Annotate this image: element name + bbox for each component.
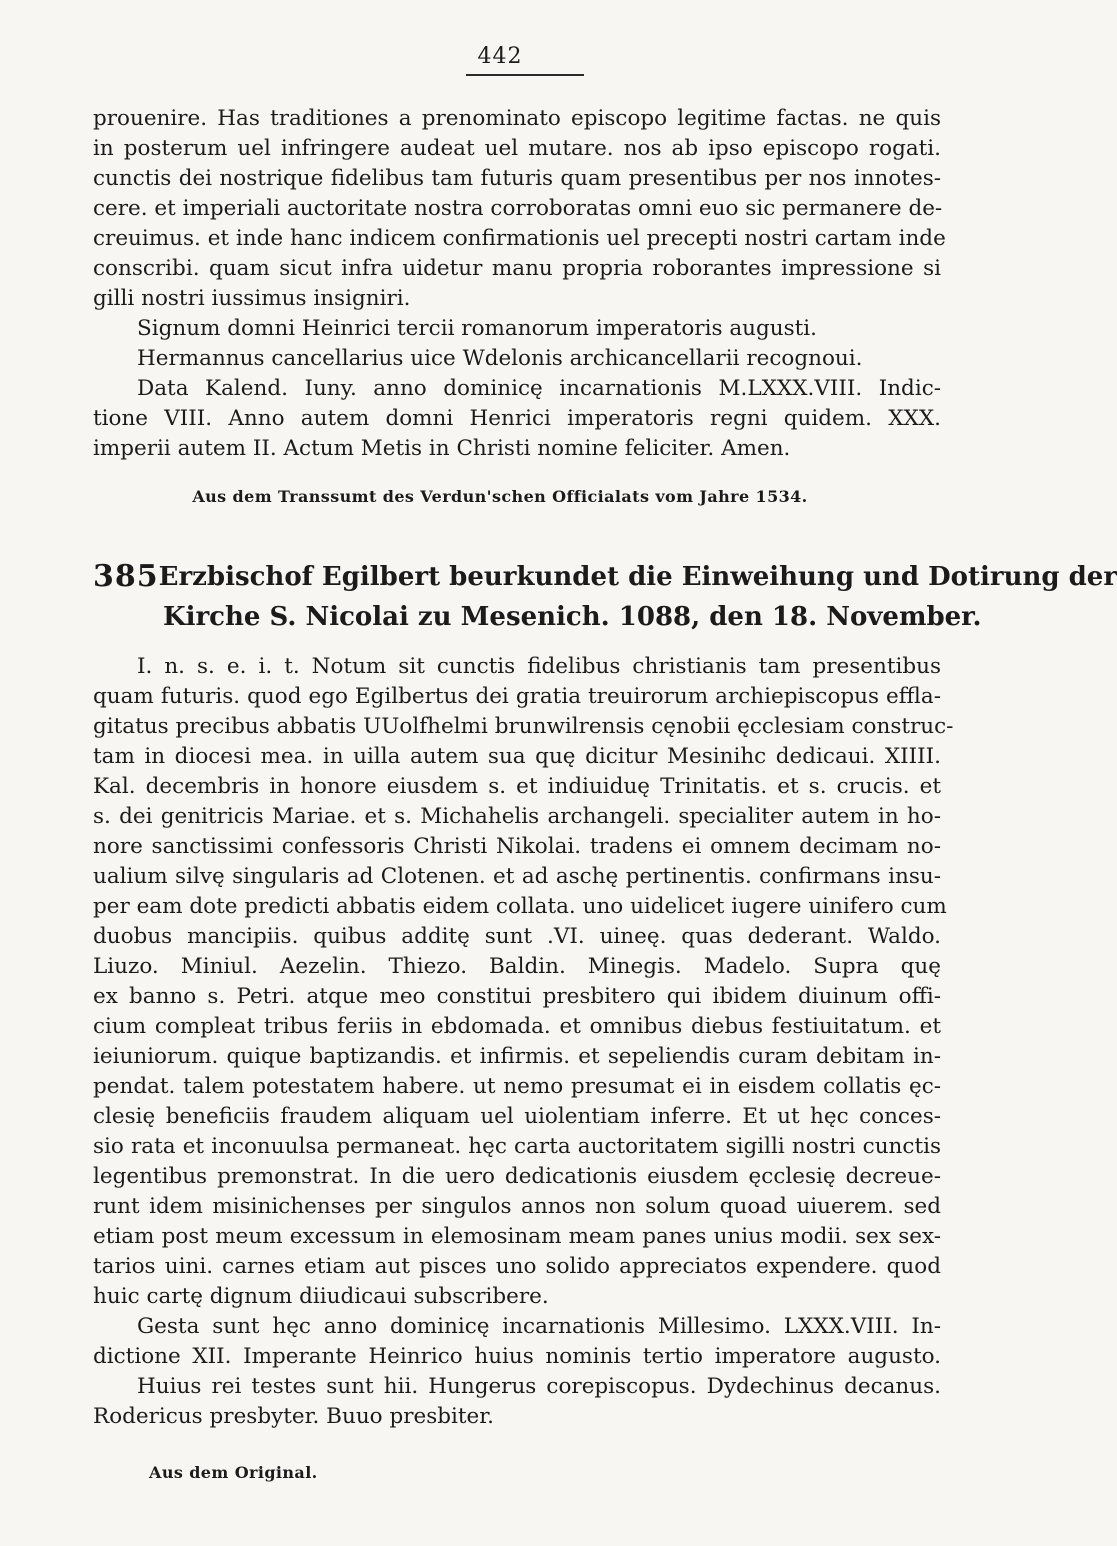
text-line: ualium silvę singularis ad Clotenen. et ad aschę pertinentis. confirmans insu- bbox=[93, 864, 941, 889]
text-line: conscribi. quam sicut infra uidetur manu propria roborantes impressione si bbox=[93, 256, 941, 281]
witness-line: Rodericus presbyter. Buuo presbiter. bbox=[93, 1404, 495, 1429]
heading-line-2: Kirche S. Nicolai zu Mesenich. 1088, den 18. November. bbox=[163, 602, 982, 632]
signum-line: Signum domni Heinrici tercii romanorum imperatoris augusti. bbox=[137, 316, 817, 341]
text-line: pendat. talem potestatem habere. ut nemo presumat ei in eisdem collatis ęc- bbox=[93, 1074, 941, 1099]
text-line: Liuzo. Miniul. Aezelin. Thiezo. Baldin. Minegis. Madelo. Supra quę bbox=[93, 954, 941, 979]
text-line: legentibus premonstrat. In die uero dedicationis eiusdem ęcclesię decreue- bbox=[93, 1164, 941, 1189]
text-line: cere. et imperiali auctoritate nostra corroboratas omni euo sic permanere de- bbox=[93, 196, 943, 221]
text-line: duobus mancipiis. quibus additę sunt .VI. uineę. quas dederant. Waldo. bbox=[93, 924, 941, 949]
text-line: Kal. decembris in honore eiusdem s. et indiuiduę Trinitatis. et s. crucis. et bbox=[93, 774, 941, 799]
text-line: dictione XII. Imperante Heinrico huius nominis tertio imperatore augusto. bbox=[93, 1344, 941, 1369]
text-line: huic cartę dignum diiudicaui subscribere. bbox=[93, 1284, 549, 1309]
text-line: in posterum uel infringere audeat uel mutare. nos ab ipso episcopo rogati. bbox=[93, 136, 941, 161]
charter-number: 385 bbox=[93, 559, 159, 594]
charter-385-text bbox=[93, 652, 954, 1432]
charter-384-closing-text bbox=[93, 104, 946, 464]
text-line: cunctis dei nostrique fidelibus tam futuris quam presentibus per nos innotes- bbox=[93, 166, 941, 191]
dating-line: tione VIII. Anno autem domni Henrici imperatoris regni quidem. XXX. bbox=[93, 406, 941, 431]
text-line: clesię beneficiis fraudem aliquam uel uiolentiam inferre. Et ut hęc conces- bbox=[93, 1104, 941, 1129]
page-number: 442 bbox=[477, 44, 523, 69]
text-line: sio rata et inconuulsa permaneat. hęc carta auctoritatem sigilli nostri cunctis bbox=[93, 1134, 941, 1159]
text-line: runt idem misinichenses per singulos annos non solum quoad uiuerem. sed bbox=[93, 1194, 941, 1219]
page-number-rule bbox=[466, 74, 584, 76]
text-line: etiam post meum excessum in elemosinam meam panes unius modii. sex sex- bbox=[93, 1224, 941, 1249]
text-line: cium compleat tribus feriis in ebdomada. et omnibus diebus festiuitatum. et bbox=[93, 1014, 941, 1039]
text-line: tarios uini. carnes etiam aut pisces uno solido appreciatos expendere. quod bbox=[93, 1254, 941, 1279]
source-note: Aus dem Transsumt des Verdun'schen Officialats vom Jahre 1534. bbox=[192, 487, 808, 506]
text-line: I. n. s. e. i. t. Notum sit cunctis fidelibus christianis tam presentibus bbox=[137, 654, 941, 679]
text-line: tam in diocesi mea. in uilla autem sua quę dicitur Mesinihc dedicaui. XIIII. bbox=[93, 744, 941, 769]
text-line: creuimus. et inde hanc indicem confirmationis uel precepti nostri cartam inde bbox=[93, 226, 946, 251]
charter-heading bbox=[93, 556, 1117, 636]
source-note-original: Aus dem Original. bbox=[149, 1463, 318, 1482]
text-line: per eam dote predicti abbatis eidem collata. uno uidelicet iugere uinifero cum bbox=[93, 894, 947, 919]
text-line: Gesta sunt hęc anno dominicę incarnationis Millesimo. LXXX.VIII. In- bbox=[137, 1314, 941, 1339]
text-line: nore sanctissimi confessoris Christi Nikolai. tradens ei omnem decimam no- bbox=[93, 834, 941, 859]
dating-line: Data Kalend. Iuny. anno dominicę incarnationis M.LXXX.VIII. Indic- bbox=[137, 376, 941, 401]
text-line: prouenire. Has traditiones a prenominato episcopo legitime factas. ne quis bbox=[93, 106, 941, 131]
text-line: ex banno s. Petri. atque meo constitui presbitero qui ibidem diuinum offi- bbox=[93, 984, 941, 1009]
text-line: s. dei genitricis Mariae. et s. Michahelis archangeli. specialiter autem in ho- bbox=[93, 804, 941, 829]
text-line: gilli nostri iussimus insigniri. bbox=[93, 286, 411, 311]
heading-line-1: Erzbischof Egilbert beurkundet die Einweihung und Dotirung der bbox=[158, 562, 1117, 592]
text-line: gitatus precibus abbatis UUolfhelmi brunwilrensis cęnobii ęcclesiam construc- bbox=[93, 714, 954, 739]
witness-line: Huius rei testes sunt hii. Hungerus corepiscopus. Dydechinus decanus. bbox=[137, 1374, 941, 1399]
dating-line: imperii autem II. Actum Metis in Christi nomine feliciter. Amen. bbox=[93, 436, 791, 461]
text-line: ieiuniorum. quique baptizandis. et infirmis. et sepeliendis curam debitam in- bbox=[93, 1044, 941, 1069]
text-line: quam futuris. quod ego Egilbertus dei gratia treuirorum archiepiscopus effla- bbox=[93, 684, 941, 709]
recognition-line: Hermannus cancellarius uice Wdelonis archicancellarii recognoui. bbox=[137, 346, 863, 371]
